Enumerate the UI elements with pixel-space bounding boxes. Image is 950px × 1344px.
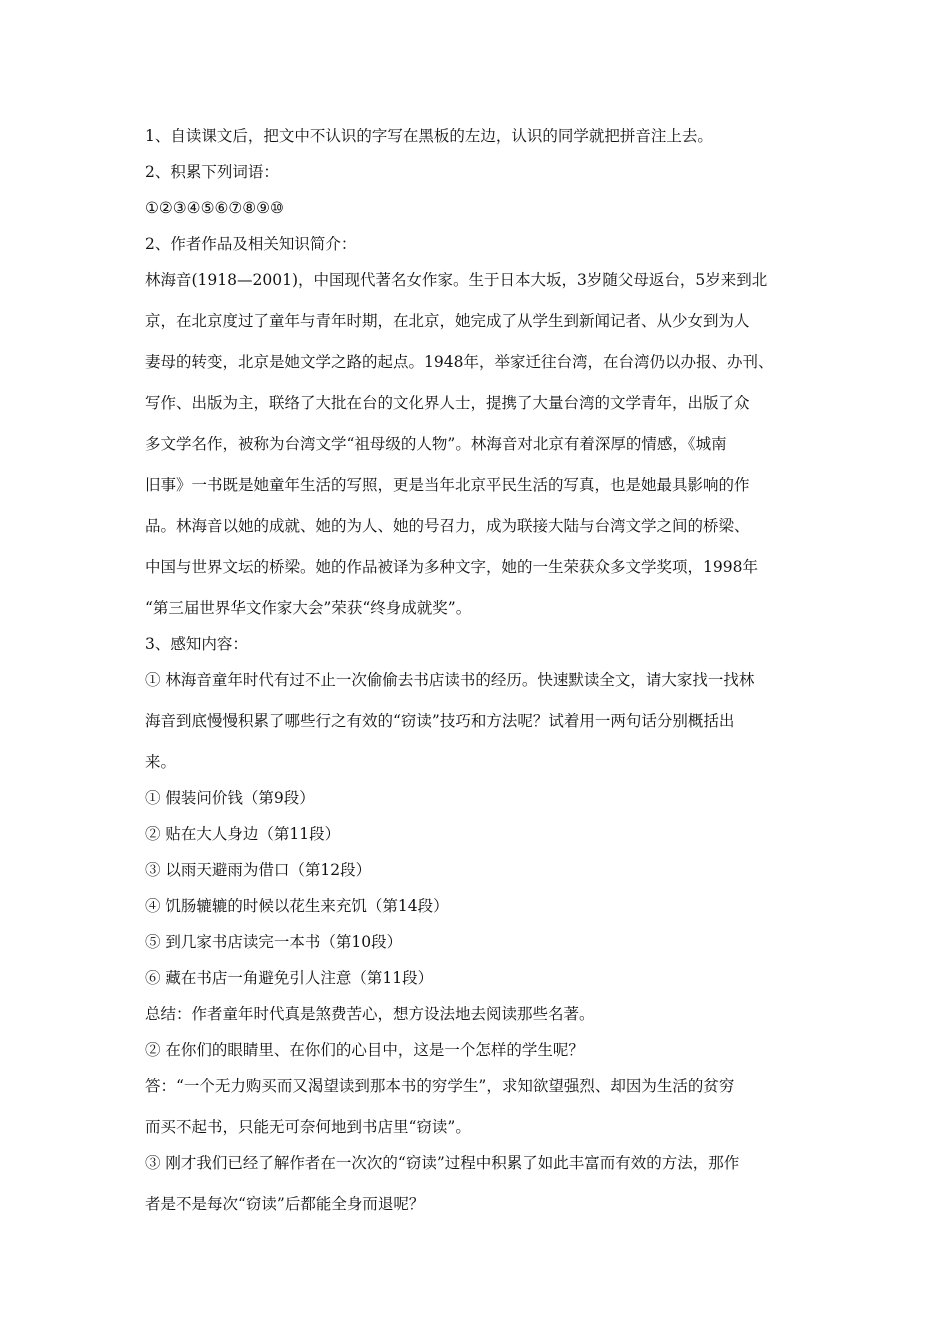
text-line: ③ 刚才我们已经了解作者在一次次的“窃读”过程中积累了如此丰富而有效的方法，那作 (145, 1154, 740, 1172)
text-line: 而买不起书，只能无可奈何地到书店里“窃读”。 (145, 1118, 471, 1136)
text-line: 品。林海音以她的成就、她的为人、她的号召力，成为联接大陆与台湾文学之间的桥梁、 (145, 517, 750, 535)
text-line: 林海音(1918—2001)，中国现代著名女作家。生于日本大坂，3岁随父母返台，5岁来到北 (145, 271, 768, 289)
text-line: 2、积累下列词语： (145, 163, 279, 181)
text-line: ③ 以雨天避雨为借口（第12段） (145, 861, 372, 879)
text-line: ①②③④⑤⑥⑦⑧⑨⑩ (145, 199, 284, 217)
text-line: ④ 饥肠辘辘的时候以花生来充饥（第14段） (145, 897, 449, 915)
document-body (145, 126, 811, 1214)
text-line: 海音到底慢慢积累了哪些行之有效的“窃读”技巧和方法呢？试着用一两句话分别概括出 (145, 712, 735, 730)
text-line: 多文学名作，被称为台湾文学“祖母级的人物”。林海音对北京有着深厚的情感，《城南 (145, 435, 727, 453)
text-line: 2、作者作品及相关知识简介： (145, 235, 357, 253)
text-line: 者是不是每次“窃读”后都能全身而退呢？ (145, 1195, 425, 1213)
text-line: 中国与世界文坛的桥梁。她的作品被译为多种文字，她的一生荣获众多文学奖项，1998年 (145, 558, 758, 576)
text-line: 答：“一个无力购买而又渴望读到那本书的穷学生”，求知欲望强烈、却因为生活的贫穷 (145, 1077, 735, 1095)
text-line: 来。 (145, 753, 177, 771)
text-line: 旧事》一书既是她童年生活的写照，更是当年北京平民生活的写真，也是她最具影响的作 (145, 476, 750, 494)
text-line: ① 林海音童年时代有过不止一次偷偷去书店读书的经历。快速默读全文，请大家找一找林 (145, 671, 755, 689)
text-line: 总结：作者童年时代真是煞费苦心，想方设法地去阅读那些名著。 (145, 1005, 595, 1023)
text-line: 京，在北京度过了童年与青年时期，在北京，她完成了从学生到新闻记者、从少女到为人 (145, 312, 750, 330)
text-line: “第三届世界华文作家大会”荣获“终身成就奖”。 (145, 599, 472, 617)
text-line: ⑥ 藏在书店一角避免引人注意（第11段） (145, 969, 434, 987)
text-line: ② 在你们的眼睛里、在你们的心目中，这是一个怎样的学生呢？ (145, 1041, 584, 1059)
text-line: ② 贴在大人身边（第11段） (145, 825, 341, 843)
text-line: ⑤ 到几家书店读完一本书（第10段） (145, 933, 403, 951)
text-line: 写作、出版为主，联络了大批在台的文化界人士，提携了大量台湾的文学青年，出版了众 (145, 394, 750, 412)
text-line: 1、自读课文后，把文中不认识的字写在黑板的左边，认识的同学就把拼音注上去。 (145, 127, 713, 145)
text-line: 妻母的转变，北京是她文学之路的起点。1948年，举家迁往台湾，在台湾仍以办报、办刊、 (145, 353, 774, 371)
text-line: 3、感知内容： (145, 635, 248, 653)
text-line: ① 假装问价钱（第9段） (145, 789, 315, 807)
